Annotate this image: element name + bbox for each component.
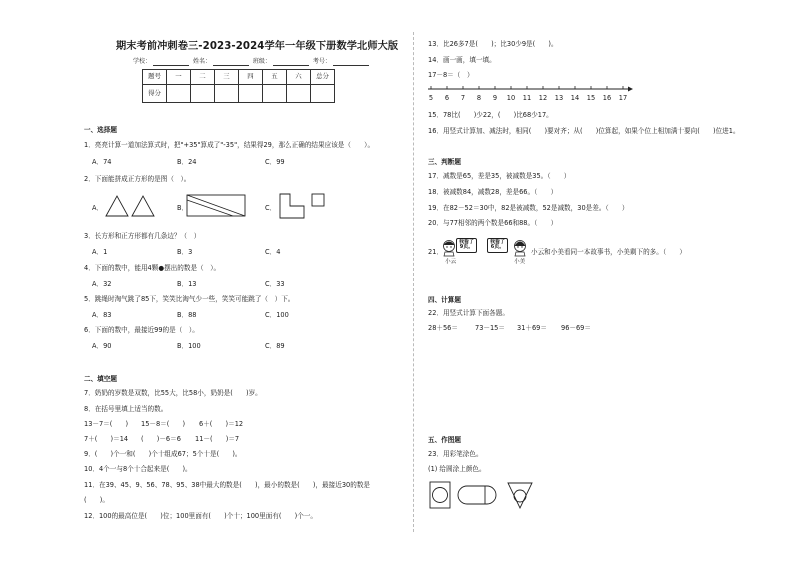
q8-eq: 15－8＝( ) [141, 420, 186, 428]
score-header-cell: 总分 [311, 70, 335, 85]
question-16: 16．用竖式计算加、减法时，相同( )要对齐；从( )位算起，如果个位上相加满十要向( )位进1。 [428, 127, 740, 135]
question-22-stem: 22．用竖式计算下面各题。 [428, 309, 509, 317]
page-title: 期末考前冲刺卷三-2023-2024学年一年级下册数学北师大版 [116, 41, 399, 52]
score-header-cell: 五 [263, 70, 287, 85]
question-2-stem: 2．下面能拼成正方形的是图（ ）。 [84, 175, 191, 183]
question-8-stem: 8．在括号里填上适当的数。 [84, 405, 168, 413]
q2-option-b: B． [177, 204, 189, 212]
q1-option-a: A．74 [92, 158, 112, 166]
number-line-arrow [628, 87, 633, 92]
girl-xiaoyun-icon [442, 239, 456, 257]
question-5-stem: 5．跳绳时淘气跳了85下，笑笑比淘气少一些，笑笑可能跳了（ ）下。 [84, 295, 295, 303]
score-table-score-row [143, 85, 335, 103]
question-20: 20．与77相邻的两个数是66和88。（ ） [428, 219, 558, 227]
question-11-line1: 11．在39、45、9、56、78、95、38中最大的数是( )，最小的数是( )，最接近30的数是 [84, 481, 371, 489]
number-line-label: 10 [506, 94, 516, 102]
section-heading: 二、填空题 [84, 375, 117, 383]
score-cell[interactable] [191, 85, 215, 103]
q14-equation: 17－8＝（ ） [428, 71, 474, 79]
number-line-label: 9 [492, 94, 498, 102]
score-header-cell: 三 [215, 70, 239, 85]
score-header-cell: 六 [287, 70, 311, 85]
question-7: 7．奶奶的岁数是双数，比55大，比58小，奶奶是( )岁。 [84, 389, 262, 397]
number-line-label: 13 [554, 94, 564, 102]
question-21-text: 小云和小美看同一本故事书，小美剩下的多。（ ） [531, 248, 686, 256]
class-blank[interactable] [273, 59, 309, 66]
number-line-label: 5 [428, 94, 434, 102]
question-18: 18．被减数84，减数28，差是66。（ ） [428, 188, 558, 196]
question-15: 15．78比( )少22，( )比68少17。 [428, 111, 553, 119]
section-heading: 一、选择题 [84, 126, 117, 134]
q3-option-b: B．3 [177, 248, 193, 256]
bubble-text: 我看了 9页。 [459, 239, 475, 251]
split-rectangle-figure [186, 194, 248, 218]
score-cell[interactable] [239, 85, 263, 103]
number-line-label: 12 [538, 94, 548, 102]
section-heading: 五、作图题 [428, 436, 461, 444]
q8-eq: 11－( )＝7 [195, 435, 240, 443]
school-blank[interactable] [153, 59, 189, 66]
q8-eq: 6＋( )＝12 [199, 420, 244, 428]
question-23-stem: 23．用彩笔涂色。 [428, 450, 483, 458]
question-9: 9．( )个一和( )个十组成67；5个十是( )。 [84, 450, 242, 458]
q1-option-b: B．24 [177, 158, 197, 166]
q4-option-a: A．32 [92, 280, 112, 288]
q8-eq: 7＋( )＝14 [84, 435, 129, 443]
number-line-label: 6 [444, 94, 450, 102]
score-header-cell: 二 [191, 70, 215, 85]
q5-option-a: A．83 [92, 311, 112, 319]
kid-label-xiaomei: 小美 [514, 259, 526, 265]
q22-item: 96－69＝ [561, 324, 591, 332]
q6-option-b: B．100 [177, 342, 201, 350]
question-4-stem: 4．下面的数中，能用4颗●摆出的数是（ ）。 [84, 264, 221, 272]
q22-item: 28＋56＝ [428, 324, 458, 332]
number-line-label: 14 [570, 94, 580, 102]
name-label: 姓名： [192, 58, 211, 66]
q5-option-b: B．88 [177, 311, 197, 319]
score-cell[interactable] [287, 85, 311, 103]
question-17: 17．减数是65，差是35，被减数是35。（ ） [428, 172, 571, 180]
two-triangles-figure [104, 194, 160, 218]
shapes-to-color-figure [429, 480, 537, 510]
number-line-label: 16 [602, 94, 612, 102]
number-line-label: 8 [476, 94, 482, 102]
score-row-label: 得分 [143, 85, 167, 103]
score-cell[interactable] [167, 85, 191, 103]
examno-blank[interactable] [333, 59, 369, 66]
circle-in-rectangle-shape [430, 482, 450, 508]
q4-option-c: C．33 [265, 280, 285, 288]
speech-bubble-xiaomei [487, 238, 508, 253]
question-21-number: 21． [428, 248, 443, 256]
question-23-sub: (1) 给圆涂上颜色。 [428, 465, 486, 473]
score-table-header-row [143, 70, 335, 85]
column-divider [413, 32, 414, 532]
circle-in-triangle-shape [508, 483, 532, 508]
score-cell[interactable] [215, 85, 239, 103]
q3-option-a: A．1 [92, 248, 108, 256]
q2-option-c: C． [265, 204, 277, 212]
q3-option-c: C．4 [265, 248, 281, 256]
bubble-text: 我看了 6页。 [490, 239, 506, 251]
q1-option-c: C．99 [265, 158, 285, 166]
q5-option-c: C．100 [265, 311, 289, 319]
q22-item: 73－15＝ [475, 324, 505, 332]
kid-label-xiaoyun: 小云 [445, 259, 457, 265]
score-header-cell: 一 [167, 70, 191, 85]
girl-xiaomei-icon [513, 239, 527, 257]
number-line-label: 11 [522, 94, 532, 102]
school-label: 学校： [133, 58, 152, 66]
class-label: 班级： [252, 58, 271, 66]
question-13: 13．比26多7是( )；比30少9是( )。 [428, 40, 558, 48]
number-line [428, 84, 634, 106]
score-header-cell: 四 [239, 70, 263, 85]
q8-eq: 13－7＝( ) [84, 420, 129, 428]
number-line-ticks [429, 86, 627, 102]
examno-label: 考号： [312, 58, 331, 66]
capsule-shape [458, 486, 496, 504]
q6-option-c: C．89 [265, 342, 285, 350]
q4-option-b: B．13 [177, 280, 197, 288]
l-shape-and-square-figure [278, 192, 330, 220]
speech-bubble-xiaoyun [456, 238, 477, 253]
question-6-stem: 6．下面的数中，最接近99的是（ ）。 [84, 326, 199, 334]
q2-option-a: A． [92, 204, 104, 212]
name-blank[interactable] [213, 59, 249, 66]
question-11-line2: ( )。 [84, 496, 109, 504]
score-cell[interactable] [263, 85, 287, 103]
question-19: 19．在82－52＝30中，82是被减数，52是减数，30是差。（ ） [428, 204, 629, 212]
question-12: 12．100的最高位是( )位；100里面有( )个十；100里面有( )个一。 [84, 512, 318, 520]
q8-eq: ( )－6＝6 [141, 435, 181, 443]
number-line-label: 7 [460, 94, 466, 102]
score-header-cell: 题号 [143, 70, 167, 85]
q6-option-a: A．90 [92, 342, 112, 350]
score-cell[interactable] [311, 85, 335, 103]
question-1-stem: 1．亮亮计算一道加法算式时，把"+35"算成了"-35"，结果得29，那么正确的结果应该是（ ）。 [84, 141, 375, 149]
section-heading: 三、判断题 [428, 158, 461, 166]
question-3-stem: 3．长方形和正方形都有几条边？（ ） [84, 232, 201, 240]
number-line-label: 15 [586, 94, 596, 102]
question-10: 10．4个一与8个十合起来是( )。 [84, 465, 192, 473]
number-line-label: 17 [618, 94, 628, 102]
score-table [142, 69, 335, 103]
student-info-line [133, 59, 371, 66]
section-heading: 四、计算题 [428, 296, 461, 304]
question-14: 14．画一画，填一填。 [428, 56, 496, 64]
q22-item: 31＋69＝ [517, 324, 547, 332]
